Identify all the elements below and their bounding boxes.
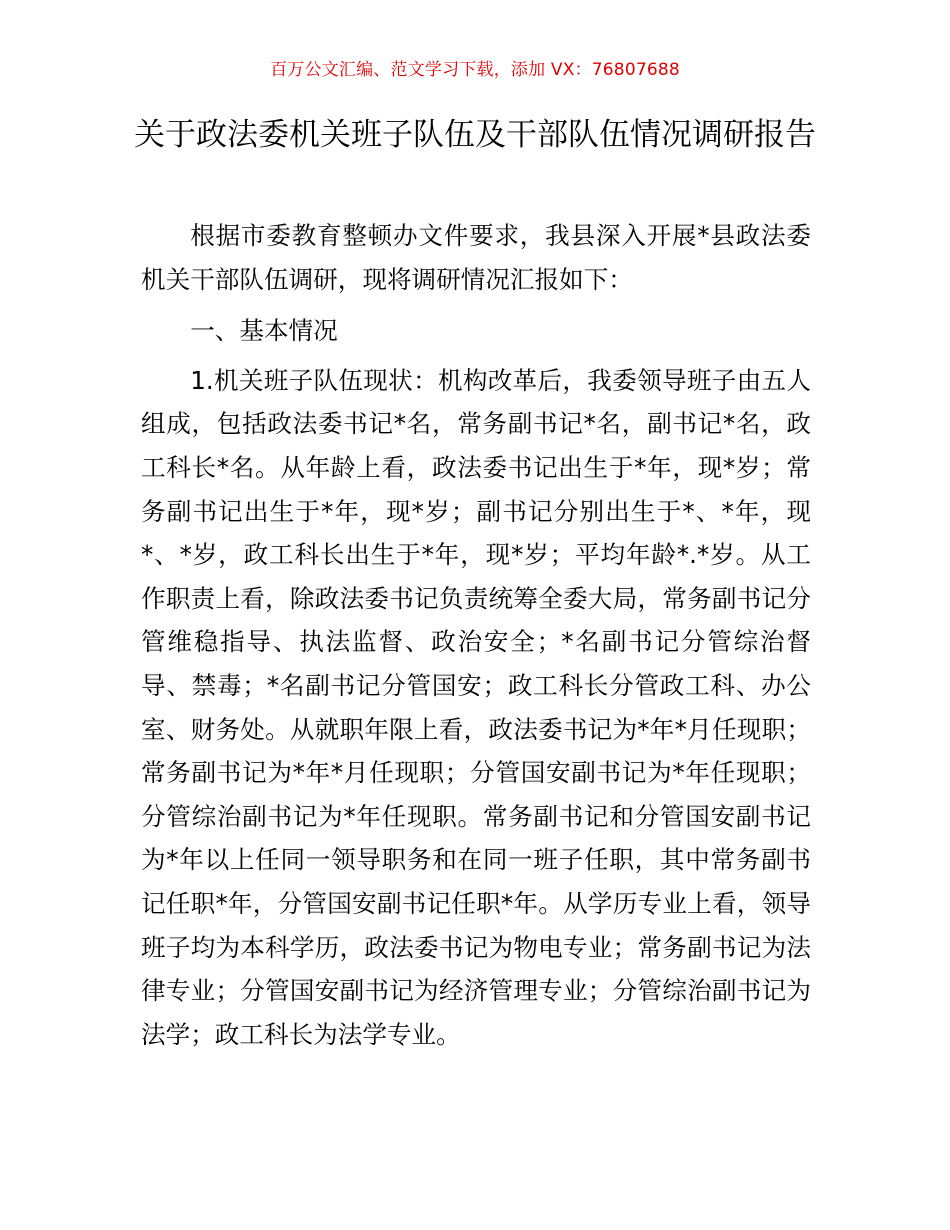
- document-title: 关于政法委机关班子队伍及干部队伍情况调研报告: [134, 117, 816, 153]
- intro-paragraph: 根据市委教育整顿办文件要求，我县深入开展*县政法委机关干部队伍调研，现将调研情况汇报如下：: [141, 221, 811, 294]
- watermark-header: 百万公文汇编、范文学习下载，添加 VX：76807688: [270, 60, 680, 80]
- body-paragraph: 1.机关班子队伍现状：机构改革后，我委领导班子由五人组成，包括政法委书记*名，常务副书记*名，副书记*名，政工科长*名。从年龄上看，政法委书记出生于*年，现*岁；常务副书记出生于*年，现*岁；副书记分别出生于*、*年，现*、*岁，政工科长出生于*年，现*岁；平均年龄*.*岁。从工作职责上看，除政法委书记负责统筹全委大局，常务副书记分管维稳指导、执法监督、政治安全；*名副书记分管综治督导、禁毒；*名副书记分管国安；政工科长分管政工科、办公室、财务处。从就职年限上看，政法委书记为*年*月任现职；常务副书记为*年*月任现职；分管国安副书记为*年任现职；分管综治副书记为*年任现职。常务副书记和分管国安副书记为*年以上任同一领导职务和在同一班子任职，其中常务副书记任职*年，分管国安副书记任职*年。从学历专业上看，领导班子均为本科学历，政法委书记为物电专业；常务副书记为法律专业；分管国安副书记为经济管理专业；分管综治副书记为法学；政工科长为法学专业。: [141, 365, 811, 1049]
- section-heading: 一、基本情况: [190, 316, 338, 346]
- document-body: [141, 214, 811, 1056]
